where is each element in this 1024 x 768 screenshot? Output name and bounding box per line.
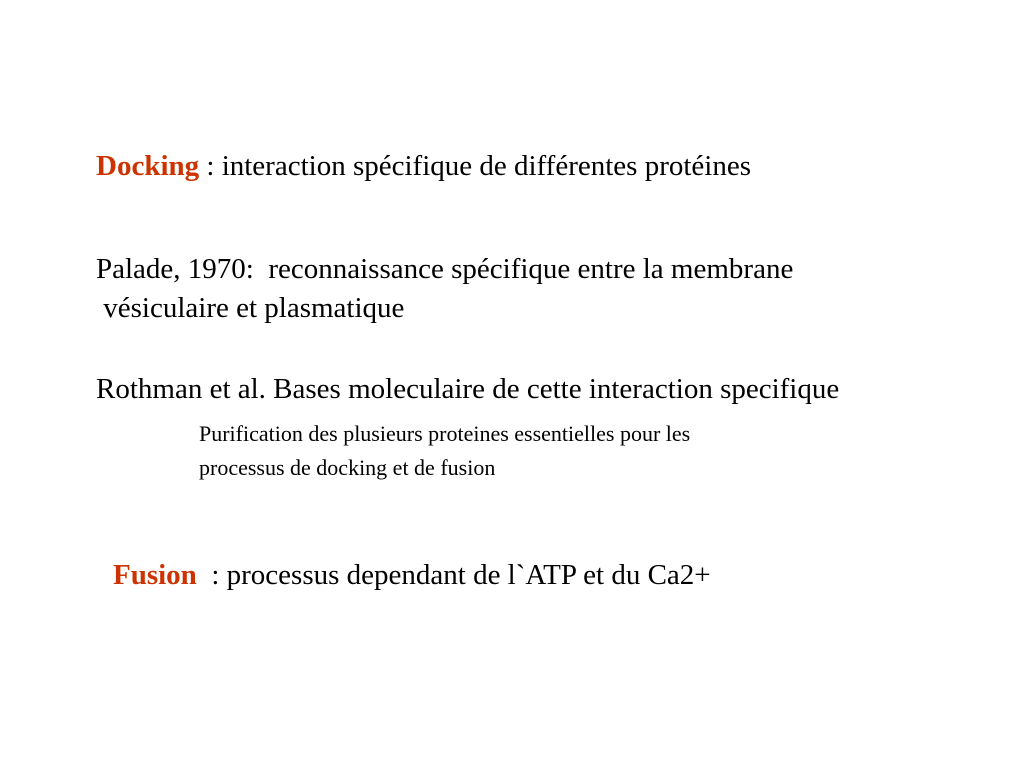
docking-definition: : interaction spécifique de différentes protéines bbox=[199, 150, 752, 182]
purification-line-1: Purification des plusieurs proteines essentielles pour les bbox=[199, 421, 691, 446]
docking-definition-line bbox=[96, 152, 751, 181]
palade-line-1: Palade, 1970: reconnaissance spécifique entre la membrane bbox=[96, 253, 794, 285]
docking-term: Docking bbox=[96, 150, 200, 182]
rothman-line: Rothman et al. Bases moleculaire de cette interaction specifique bbox=[96, 373, 840, 405]
purification-line-2: processus de docking et de fusion bbox=[199, 455, 496, 480]
fusion-term: Fusion bbox=[113, 559, 197, 591]
fusion-definition-line bbox=[113, 561, 711, 590]
palade-line-2: vésiculaire et plasmatique bbox=[96, 292, 405, 324]
fusion-definition: : processus dependant de l`ATP et du Ca2+ bbox=[196, 559, 711, 591]
